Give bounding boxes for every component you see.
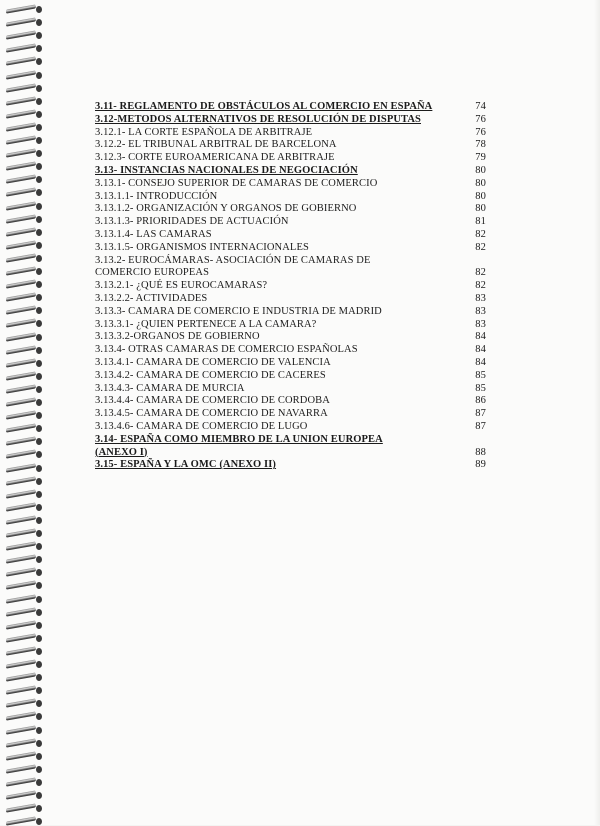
toc-entry — [95, 331, 495, 344]
toc-entry — [95, 255, 495, 281]
toc-entry-page: 79 — [475, 152, 486, 164]
binding-coil — [6, 386, 40, 393]
binding-coil — [6, 347, 40, 354]
binding-coil — [6, 216, 40, 223]
toc-entry-page: 81 — [475, 216, 486, 228]
toc-entry-page: 82 — [475, 241, 486, 253]
binding-coil — [6, 818, 40, 825]
binding-coil — [6, 425, 40, 432]
toc-entry-page: 80 — [475, 177, 486, 189]
toc-entry-title: 3.13.2- EUROCÁMARAS- ASOCIACIÓN DE CAMARAS DE COMERCIO EUROPEAS — [95, 254, 371, 279]
binding-coil — [6, 700, 40, 707]
toc-entry-page: 89 — [475, 459, 486, 471]
toc-entry-page: 85 — [475, 382, 486, 394]
binding-coil — [6, 203, 40, 210]
binding-coil — [6, 58, 40, 65]
toc-entry — [95, 101, 495, 114]
toc-entry-title: 3.13.2.1- ¿QUÉ ES EUROCAMARAS? — [95, 280, 268, 292]
binding-coil — [6, 281, 40, 288]
binding-coil — [6, 137, 40, 144]
toc-entry-page: 87 — [475, 408, 486, 420]
toc-entry-page: 86 — [475, 395, 486, 407]
toc-entry — [95, 139, 495, 152]
toc-entry-page: 84 — [475, 331, 486, 343]
binding-coil — [6, 596, 40, 603]
binding-coil — [6, 189, 40, 196]
toc-entry-page: 78 — [475, 139, 486, 151]
toc-entry — [95, 114, 495, 127]
toc-entry-title: 3.13.1.3- PRIORIDADES DE ACTUACIÓN — [95, 216, 289, 228]
toc-entry-title: 3.13.1.2- ORGANIZACIÓN Y ORGANOS DE GOBIERNO — [95, 203, 357, 215]
binding-coil — [6, 176, 40, 183]
toc-entry-page: 88 — [475, 446, 486, 458]
binding-coil — [6, 412, 40, 419]
binding-coil — [6, 609, 40, 616]
binding-coil — [6, 360, 40, 367]
toc-entry-page: 74 — [475, 101, 486, 112]
binding-coil — [6, 163, 40, 170]
toc-entry-title: 3.12-METODOS ALTERNATIVOS DE RESOLUCIÓN DE DISPUTAS — [95, 113, 421, 125]
binding-coil — [6, 779, 40, 786]
binding-coil — [6, 268, 40, 275]
binding-coil — [6, 792, 40, 799]
binding-coil — [6, 648, 40, 655]
toc-entry-page: 82 — [475, 228, 486, 240]
toc-entry — [95, 344, 495, 357]
toc-entry-title: 3.12.2- EL TRIBUNAL ARBITRAL DE BARCELONA — [95, 139, 337, 151]
toc-entry-title: 3.13.4- OTRAS CAMARAS DE COMERCIO ESPAÑOLAS — [95, 344, 358, 356]
toc-entry-title: 3.13.4.3- CAMARA DE MURCIA — [95, 382, 245, 394]
binding-coil — [6, 740, 40, 747]
toc-entry — [95, 459, 495, 472]
toc-entry — [95, 191, 495, 204]
binding-coil — [6, 124, 40, 131]
toc-entry-title: 3.13.4.2- CAMARA DE COMERCIO DE CACERES — [95, 369, 326, 381]
binding-coil — [6, 635, 40, 642]
toc-entry-title: 3.13.1.5- ORGANISMOS INTERNACIONALES — [95, 241, 309, 253]
binding-coil — [6, 19, 40, 26]
toc-entry — [95, 306, 495, 319]
binding-coil — [6, 582, 40, 589]
toc-entry-title: 3.13.1.4- LAS CAMARAS — [95, 228, 212, 240]
table-of-contents — [95, 101, 495, 472]
binding-coil — [6, 6, 40, 13]
toc-entry — [95, 434, 495, 460]
binding-coil — [6, 111, 40, 118]
toc-entry-page: 80 — [475, 203, 486, 215]
toc-entry-title: 3.12.1- LA CORTE ESPAÑOLA DE ARBITRAJE — [95, 126, 313, 138]
toc-entry-title: 3.13.3.1- ¿QUIEN PERTENECE A LA CAMARA? — [95, 318, 317, 330]
toc-entry — [95, 152, 495, 165]
toc-entry — [95, 408, 495, 421]
toc-entry-title: 3.13.3.2-ORGANOS DE GOBIERNO — [95, 331, 260, 343]
binding-coil — [6, 661, 40, 668]
toc-entry — [95, 293, 495, 306]
binding-coil — [6, 45, 40, 52]
toc-entry — [95, 242, 495, 255]
toc-entry — [95, 178, 495, 191]
binding-coil — [6, 150, 40, 157]
toc-entry-title: 3.13.1- CONSEJO SUPERIOR DE CAMARAS DE COMERCIO — [95, 177, 378, 189]
toc-entry — [95, 421, 495, 434]
toc-entry-page: 82 — [475, 280, 486, 292]
binding-coil — [6, 334, 40, 341]
binding-coil — [6, 569, 40, 576]
toc-entry — [95, 395, 495, 408]
toc-entry-title: 3.15- ESPAÑA Y LA OMC (ANEXO II) — [95, 459, 277, 471]
binding-coil — [6, 229, 40, 236]
binding-coil — [6, 727, 40, 734]
toc-entry-page: 83 — [475, 292, 486, 304]
binding-coil — [6, 294, 40, 301]
toc-entry-page: 83 — [475, 305, 486, 317]
toc-entry — [95, 203, 495, 216]
binding-coil — [6, 713, 40, 720]
binding-coil — [6, 242, 40, 249]
toc-entry-page: 83 — [475, 318, 486, 330]
binding-coil — [6, 465, 40, 472]
toc-entry-page: 85 — [475, 369, 486, 381]
toc-entry — [95, 165, 495, 178]
toc-entry-title: 3.13.4.1- CAMARA DE COMERCIO DE VALENCIA — [95, 356, 331, 368]
binding-coil — [6, 687, 40, 694]
toc-entry — [95, 127, 495, 140]
binding-coil — [6, 32, 40, 39]
toc-entry-title: 3.12.3- CORTE EUROAMERICANA DE ARBITRAJE — [95, 152, 335, 164]
toc-entry-title: 3.13.4.4- CAMARA DE COMERCIO DE CORDOBA — [95, 395, 330, 407]
binding-coil — [6, 478, 40, 485]
toc-entry — [95, 357, 495, 370]
toc-entry — [95, 280, 495, 293]
toc-entry-page: 80 — [475, 190, 486, 202]
binding-coil — [6, 543, 40, 550]
toc-entry-title: 3.13.2.2- ACTIVIDADES — [95, 292, 208, 304]
page-edge-shadow — [594, 0, 600, 825]
toc-entry-title: 3.13.4.5- CAMARA DE COMERCIO DE NAVARRA — [95, 408, 328, 420]
binding-coil — [6, 674, 40, 681]
toc-entry-page: 87 — [475, 420, 486, 432]
binding-coil — [6, 530, 40, 537]
binding-coil — [6, 622, 40, 629]
toc-entry-page: 76 — [475, 113, 486, 125]
binding-coil — [6, 399, 40, 406]
binding-coil — [6, 517, 40, 524]
binding-coil — [6, 451, 40, 458]
toc-entry — [95, 370, 495, 383]
spiral-binding — [0, 0, 46, 825]
binding-coil — [6, 438, 40, 445]
toc-entry — [95, 216, 495, 229]
toc-entry-page: 76 — [475, 126, 486, 138]
toc-entry-title: 3.13.3- CAMARA DE COMERCIO E INDUSTRIA DE MADRID — [95, 305, 382, 317]
binding-coil — [6, 255, 40, 262]
toc-entry-title: 3.13.1.1- INTRODUCCIÓN — [95, 190, 218, 202]
toc-entry-title: 3.14- ESPAÑA COMO MIEMBRO DE LA UNION EUROPEA (ANEXO I) — [95, 433, 383, 458]
toc-entry-title: 3.13- INSTANCIAS NACIONALES DE NEGOCIACIÓN — [95, 164, 358, 176]
binding-coil — [6, 556, 40, 563]
binding-coil — [6, 805, 40, 812]
binding-coil — [6, 753, 40, 760]
binding-coil — [6, 504, 40, 511]
binding-coil — [6, 373, 40, 380]
toc-entry-page: 82 — [475, 267, 486, 279]
binding-coil — [6, 491, 40, 498]
binding-coil — [6, 98, 40, 105]
toc-entry — [95, 229, 495, 242]
toc-entry-page: 80 — [475, 164, 486, 176]
toc-entry — [95, 319, 495, 332]
binding-coil — [6, 85, 40, 92]
binding-coil — [6, 72, 40, 79]
toc-entry-page: 84 — [475, 344, 486, 356]
binding-coil — [6, 320, 40, 327]
binding-coil — [6, 766, 40, 773]
toc-entry-title: 3.11- REGLAMENTO DE OBSTÁCULOS AL COMERCIO EN ESPAÑA — [95, 101, 433, 112]
toc-entry — [95, 383, 495, 396]
toc-entry-title: 3.13.4.6- CAMARA DE COMERCIO DE LUGO — [95, 420, 308, 432]
binding-coil — [6, 307, 40, 314]
toc-entry-page: 84 — [475, 356, 486, 368]
